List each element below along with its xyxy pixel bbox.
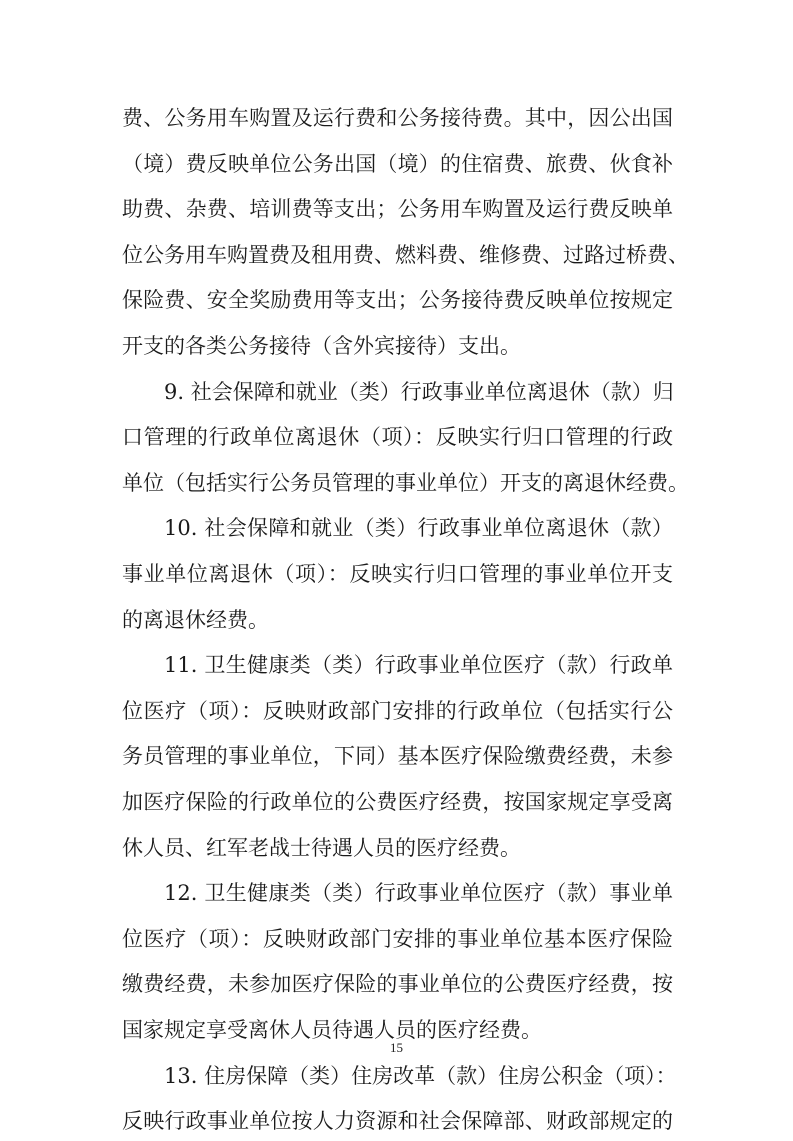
text-line — [0, 736, 793, 776]
paragraph-first-line — [0, 873, 793, 913]
line-text: 位公务用车购置费及租用费、燃料费、维修费、过路过桥费、 — [122, 243, 689, 267]
page-number: 15 — [390, 1040, 403, 1055]
line-text: 加医疗保险的行政单位的公费医疗经费，按国家规定享受离 — [122, 790, 673, 814]
line-text: 费、公务用车购置及运行费和公务接待费。其中，因公出国 — [122, 106, 673, 130]
line-text: 的离退休经费。 — [122, 608, 269, 632]
text-line — [0, 463, 793, 503]
line-text: 反映行政事业单位按人力资源和社会保障部、财政部规定的 — [122, 1109, 673, 1133]
text-line — [0, 600, 793, 640]
text-line — [0, 280, 793, 320]
text-line — [0, 144, 793, 184]
line-text: 位医疗（项）：反映财政部门安排的事业单位基本医疗保险 — [122, 927, 673, 951]
text-line — [0, 782, 793, 822]
line-text: 事业单位离退休（项）：反映实行归口管理的事业单位开支 — [122, 562, 673, 586]
line-text: 开支的各类公务接待（含外宾接待）支出。 — [122, 334, 521, 358]
line-text: 休人员、红军老战士待遇人员的医疗经费。 — [122, 836, 521, 860]
paragraph-first-line — [0, 508, 793, 548]
text-line — [0, 417, 793, 457]
text-line — [0, 1101, 793, 1141]
paragraph-first-line — [0, 372, 793, 412]
line-text: 11. 卫生健康类（类）行政事业单位医疗（款）行政单 — [164, 653, 673, 677]
line-text: 10. 社会保障和就业（类）行政事业单位离退休（款） — [164, 516, 673, 540]
line-text: （境）费反映单位公务出国（境）的住宿费、旅费、伙食补 — [122, 152, 673, 176]
text-line — [0, 189, 793, 229]
line-text: 国家规定享受离休人员待遇人员的医疗经费。 — [122, 1018, 542, 1042]
text-line — [0, 98, 793, 138]
line-text: 12. 卫生健康类（类）行政事业单位医疗（款）事业单 — [164, 881, 673, 905]
line-text: 保险费、安全奖励费用等支出；公务接待费反映单位按规定 — [122, 288, 673, 312]
line-text: 务员管理的事业单位，下同）基本医疗保险缴费经费，未参 — [122, 744, 673, 768]
line-text: 助费、杂费、培训费等支出；公务用车购置及运行费反映单 — [122, 197, 673, 221]
line-text: 13. 住房保障（类）住房改革（款）住房公积金（项）： — [164, 1064, 677, 1088]
paragraph-first-line — [0, 645, 793, 685]
text-line — [0, 964, 793, 1004]
line-text: 单位（包括实行公务员管理的事业单位）开支的离退休经费。 — [122, 471, 689, 495]
text-line — [0, 235, 793, 275]
text-line — [0, 326, 793, 366]
text-line — [0, 691, 793, 731]
text-line — [0, 828, 793, 868]
paragraph-first-line — [0, 1056, 793, 1096]
line-text: 口管理的行政单位离退休（项）：反映实行归口管理的行政 — [122, 425, 673, 449]
line-text: 位医疗（项）：反映财政部门安排的行政单位（包括实行公 — [122, 699, 673, 723]
line-text: 缴费经费，未参加医疗保险的事业单位的公费医疗经费，按 — [122, 972, 673, 996]
text-line — [0, 554, 793, 594]
line-text: 9. 社会保障和就业（类）行政事业单位离退休（款）归 — [164, 380, 674, 404]
text-line — [0, 919, 793, 959]
